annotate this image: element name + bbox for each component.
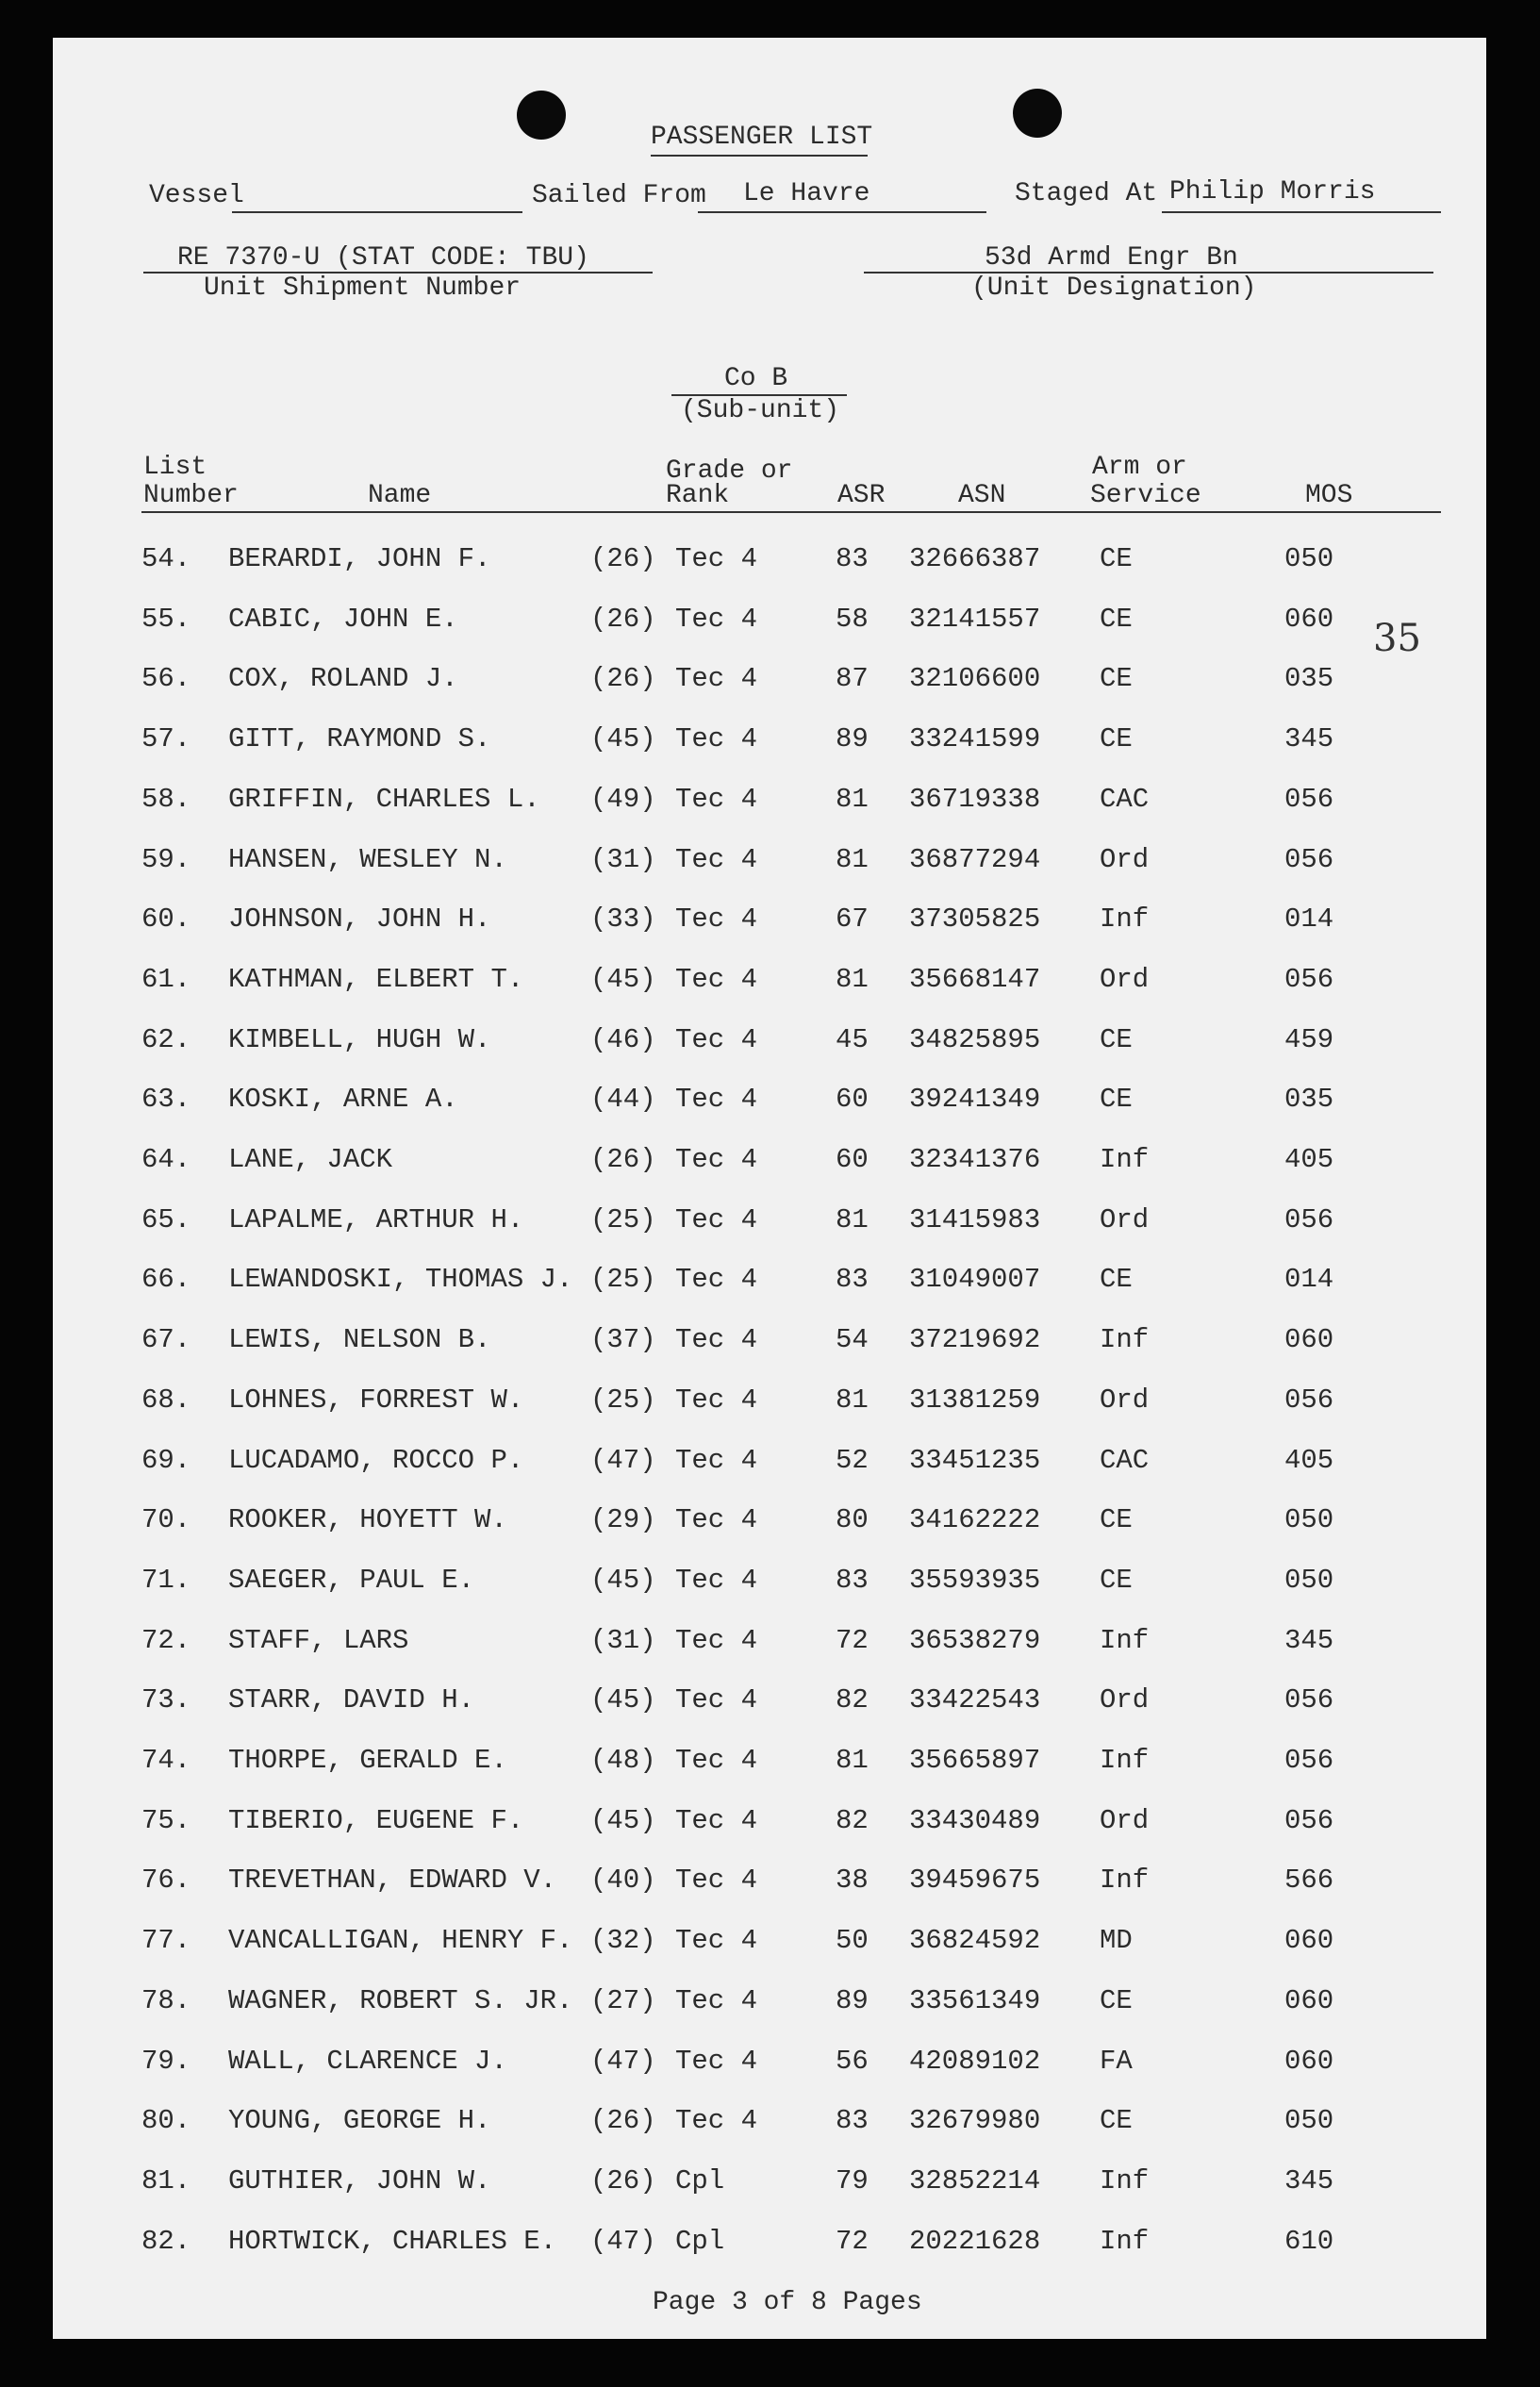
col-header-number: Number bbox=[143, 481, 239, 510]
cell-mos: 610 bbox=[1284, 2226, 1334, 2257]
cell-asr: 80 bbox=[836, 1504, 869, 1535]
cell-mos: 060 bbox=[1284, 604, 1334, 635]
cell-num: 59. bbox=[141, 844, 191, 875]
cell-code: (26) bbox=[590, 1144, 656, 1175]
cell-name: COX, ROLAND J. bbox=[228, 663, 458, 694]
cell-asn: 33451235 bbox=[909, 1445, 1041, 1476]
cell-num: 72. bbox=[141, 1625, 191, 1656]
cell-asn: 36824592 bbox=[909, 1925, 1041, 1956]
cell-asn: 36538279 bbox=[909, 1625, 1041, 1656]
cell-arm: Inf bbox=[1100, 1865, 1150, 1896]
cell-asr: 45 bbox=[836, 1024, 869, 1055]
cell-asn: 32141557 bbox=[909, 604, 1041, 635]
sub-unit-caption: (Sub-unit) bbox=[681, 396, 840, 425]
cell-name: LUCADAMO, ROCCO P. bbox=[228, 1445, 524, 1476]
cell-asn: 35665897 bbox=[909, 1745, 1041, 1776]
cell-asn: 36719338 bbox=[909, 784, 1041, 815]
cell-mos: 056 bbox=[1284, 964, 1334, 995]
cell-asn: 34162222 bbox=[909, 1504, 1041, 1535]
cell-num: 78. bbox=[141, 1985, 191, 2016]
cell-mos: 050 bbox=[1284, 2105, 1334, 2136]
cell-code: (25) bbox=[590, 1264, 656, 1295]
cell-mos: 345 bbox=[1284, 2165, 1334, 2196]
cell-asr: 38 bbox=[836, 1865, 869, 1896]
cell-grade: Tec 4 bbox=[675, 844, 758, 875]
cell-asn: 33430489 bbox=[909, 1805, 1041, 1836]
cell-name: KIMBELL, HUGH W. bbox=[228, 1024, 491, 1055]
cell-asr: 83 bbox=[836, 2105, 869, 2136]
cell-num: 54. bbox=[141, 543, 191, 574]
cell-code: (46) bbox=[590, 1024, 656, 1055]
cell-asr: 79 bbox=[836, 2165, 869, 2196]
cell-code: (31) bbox=[590, 844, 656, 875]
sub-unit-value: Co B bbox=[724, 364, 788, 393]
cell-name: LANE, JACK bbox=[228, 1144, 393, 1175]
sailed-from-value: Le Havre bbox=[743, 179, 870, 208]
col-header-asr: ASR bbox=[837, 481, 886, 510]
cell-mos: 056 bbox=[1284, 1204, 1334, 1235]
col-header-service: Service bbox=[1090, 481, 1201, 510]
staged-at-label: Staged At bbox=[1015, 179, 1158, 208]
cell-name: KATHMAN, ELBERT T. bbox=[228, 964, 524, 995]
cell-arm: CE bbox=[1100, 1264, 1133, 1295]
cell-arm: CE bbox=[1100, 1084, 1133, 1115]
cell-asr: 87 bbox=[836, 663, 869, 694]
cell-mos: 014 bbox=[1284, 1264, 1334, 1295]
cell-num: 75. bbox=[141, 1805, 191, 1836]
cell-asn: 33561349 bbox=[909, 1985, 1041, 2016]
cell-grade: Tec 4 bbox=[675, 1324, 758, 1355]
cell-name: BERARDI, JOHN F. bbox=[228, 543, 491, 574]
cell-num: 66. bbox=[141, 1264, 191, 1295]
cell-asn: 31381259 bbox=[909, 1384, 1041, 1416]
cell-code: (27) bbox=[590, 1985, 656, 2016]
cell-num: 57. bbox=[141, 723, 191, 754]
cell-arm: CE bbox=[1100, 663, 1133, 694]
cell-grade: Tec 4 bbox=[675, 1024, 758, 1055]
cell-mos: 014 bbox=[1284, 903, 1334, 935]
cell-num: 71. bbox=[141, 1565, 191, 1596]
col-header-asn: ASN bbox=[958, 481, 1006, 510]
unit-designation-caption: (Unit Designation) bbox=[971, 274, 1257, 303]
sailed-from-field-line bbox=[698, 211, 986, 213]
cell-name: VANCALLIGAN, HENRY F. bbox=[228, 1925, 573, 1956]
cell-mos: 050 bbox=[1284, 543, 1334, 574]
cell-mos: 405 bbox=[1284, 1445, 1334, 1476]
cell-grade: Tec 4 bbox=[675, 784, 758, 815]
cell-arm: Inf bbox=[1100, 1625, 1150, 1656]
cell-arm: CE bbox=[1100, 723, 1133, 754]
punch-hole-left bbox=[517, 91, 566, 140]
cell-arm: CE bbox=[1100, 543, 1133, 574]
cell-grade: Tec 4 bbox=[675, 1264, 758, 1295]
cell-name: GRIFFIN, CHARLES L. bbox=[228, 784, 540, 815]
cell-arm: CE bbox=[1100, 604, 1133, 635]
cell-num: 60. bbox=[141, 903, 191, 935]
cell-name: GUTHIER, JOHN W. bbox=[228, 2165, 491, 2196]
cell-arm: Inf bbox=[1100, 1144, 1150, 1175]
cell-arm: CE bbox=[1100, 1504, 1133, 1535]
cell-num: 63. bbox=[141, 1084, 191, 1115]
cell-arm: CE bbox=[1100, 1024, 1133, 1055]
cell-num: 81. bbox=[141, 2165, 191, 2196]
cell-code: (26) bbox=[590, 2165, 656, 2196]
cell-num: 76. bbox=[141, 1865, 191, 1896]
staged-at-value: Philip Morris bbox=[1169, 177, 1376, 207]
cell-mos: 345 bbox=[1284, 723, 1334, 754]
cell-name: LAPALME, ARTHUR H. bbox=[228, 1204, 524, 1235]
cell-grade: Tec 4 bbox=[675, 604, 758, 635]
cell-arm: Ord bbox=[1100, 1204, 1150, 1235]
cell-arm: CAC bbox=[1100, 784, 1150, 815]
cell-arm: CE bbox=[1100, 2105, 1133, 2136]
cell-asr: 56 bbox=[836, 2046, 869, 2077]
cell-arm: CE bbox=[1100, 1565, 1133, 1596]
cell-asn: 32679980 bbox=[909, 2105, 1041, 2136]
title-underline bbox=[651, 155, 868, 157]
cell-asn: 35668147 bbox=[909, 964, 1041, 995]
cell-code: (33) bbox=[590, 903, 656, 935]
cell-code: (47) bbox=[590, 2046, 656, 2077]
cell-code: (47) bbox=[590, 2226, 656, 2257]
cell-asn: 31049007 bbox=[909, 1264, 1041, 1295]
cell-grade: Tec 4 bbox=[675, 1745, 758, 1776]
side-page-number: 35 bbox=[1373, 617, 1421, 660]
cell-num: 65. bbox=[141, 1204, 191, 1235]
cell-code: (37) bbox=[590, 1324, 656, 1355]
cell-code: (25) bbox=[590, 1384, 656, 1416]
cell-num: 79. bbox=[141, 2046, 191, 2077]
cell-arm: CAC bbox=[1100, 1445, 1150, 1476]
cell-name: WAGNER, ROBERT S. JR. bbox=[228, 1985, 573, 2016]
cell-num: 62. bbox=[141, 1024, 191, 1055]
cell-mos: 056 bbox=[1284, 1384, 1334, 1416]
cell-asn: 33241599 bbox=[909, 723, 1041, 754]
unit-shipment-number-caption: Unit Shipment Number bbox=[204, 274, 522, 303]
cell-asn: 34825895 bbox=[909, 1024, 1041, 1055]
cell-mos: 056 bbox=[1284, 1684, 1334, 1716]
cell-arm: FA bbox=[1100, 2046, 1133, 2077]
cell-mos: 035 bbox=[1284, 663, 1334, 694]
vessel-label: Vessel bbox=[149, 181, 244, 210]
unit-shipment-number-value: RE 7370-U (STAT CODE: TBU) bbox=[177, 243, 589, 273]
cell-asr: 81 bbox=[836, 1745, 869, 1776]
cell-asr: 81 bbox=[836, 1384, 869, 1416]
cell-arm: Inf bbox=[1100, 2165, 1150, 2196]
cell-name: SAEGER, PAUL E. bbox=[228, 1565, 475, 1596]
cell-mos: 405 bbox=[1284, 1144, 1334, 1175]
cell-asr: 81 bbox=[836, 844, 869, 875]
cell-arm: Ord bbox=[1100, 1384, 1150, 1416]
cell-code: (47) bbox=[590, 1445, 656, 1476]
cell-arm: Ord bbox=[1100, 844, 1150, 875]
cell-mos: 050 bbox=[1284, 1565, 1334, 1596]
cell-grade: Tec 4 bbox=[675, 1144, 758, 1175]
cell-num: 74. bbox=[141, 1745, 191, 1776]
cell-code: (48) bbox=[590, 1745, 656, 1776]
cell-grade: Tec 4 bbox=[675, 1625, 758, 1656]
cell-num: 56. bbox=[141, 663, 191, 694]
cell-asr: 72 bbox=[836, 2226, 869, 2257]
cell-num: 69. bbox=[141, 1445, 191, 1476]
cell-grade: Cpl bbox=[675, 2165, 725, 2196]
cell-grade: Tec 4 bbox=[675, 1204, 758, 1235]
cell-mos: 035 bbox=[1284, 1084, 1334, 1115]
cell-name: LEWIS, NELSON B. bbox=[228, 1324, 491, 1355]
cell-num: 77. bbox=[141, 1925, 191, 1956]
cell-code: (44) bbox=[590, 1084, 656, 1115]
cell-asn: 32666387 bbox=[909, 543, 1041, 574]
cell-grade: Tec 4 bbox=[675, 1445, 758, 1476]
cell-arm: Ord bbox=[1100, 1684, 1150, 1716]
cell-grade: Tec 4 bbox=[675, 2046, 758, 2077]
cell-name: ROOKER, HOYETT W. bbox=[228, 1504, 507, 1535]
cell-asn: 37305825 bbox=[909, 903, 1041, 935]
cell-name: STAFF, LARS bbox=[228, 1625, 409, 1656]
cell-asn: 35593935 bbox=[909, 1565, 1041, 1596]
cell-name: CABIC, JOHN E. bbox=[228, 604, 458, 635]
cell-num: 61. bbox=[141, 964, 191, 995]
cell-num: 80. bbox=[141, 2105, 191, 2136]
header-rule bbox=[141, 511, 1441, 513]
cell-grade: Tec 4 bbox=[675, 1865, 758, 1896]
cell-asn: 42089102 bbox=[909, 2046, 1041, 2077]
cell-name: TREVETHAN, EDWARD V. bbox=[228, 1865, 557, 1896]
cell-grade: Tec 4 bbox=[675, 903, 758, 935]
cell-grade: Tec 4 bbox=[675, 543, 758, 574]
cell-num: 55. bbox=[141, 604, 191, 635]
vessel-field-line bbox=[232, 211, 522, 213]
unit-designation-value: 53d Armd Engr Bn bbox=[985, 243, 1238, 273]
cell-mos: 056 bbox=[1284, 1805, 1334, 1836]
cell-mos: 056 bbox=[1284, 784, 1334, 815]
cell-code: (26) bbox=[590, 543, 656, 574]
cell-mos: 060 bbox=[1284, 1985, 1334, 2016]
staged-at-field-line bbox=[1162, 211, 1441, 213]
cell-arm: Inf bbox=[1100, 1324, 1150, 1355]
cell-code: (45) bbox=[590, 1565, 656, 1596]
cell-name: JOHNSON, JOHN H. bbox=[228, 903, 491, 935]
cell-grade: Tec 4 bbox=[675, 1384, 758, 1416]
cell-arm: Ord bbox=[1100, 964, 1150, 995]
cell-grade: Tec 4 bbox=[675, 1985, 758, 2016]
cell-asn: 33422543 bbox=[909, 1684, 1041, 1716]
punch-hole-right bbox=[1013, 89, 1062, 138]
cell-grade: Tec 4 bbox=[675, 964, 758, 995]
cell-name: LOHNES, FORREST W. bbox=[228, 1384, 524, 1416]
col-header-list: List bbox=[143, 453, 207, 482]
cell-asr: 83 bbox=[836, 1565, 869, 1596]
cell-code: (25) bbox=[590, 1204, 656, 1235]
cell-mos: 050 bbox=[1284, 1504, 1334, 1535]
cell-asr: 72 bbox=[836, 1625, 869, 1656]
cell-name: LEWANDOSKI, THOMAS J. bbox=[228, 1264, 573, 1295]
cell-asn: 39459675 bbox=[909, 1865, 1041, 1896]
sailed-from-label: Sailed From bbox=[532, 181, 706, 210]
cell-mos: 345 bbox=[1284, 1625, 1334, 1656]
cell-asr: 89 bbox=[836, 723, 869, 754]
cell-asr: 67 bbox=[836, 903, 869, 935]
cell-asr: 81 bbox=[836, 784, 869, 815]
cell-asr: 52 bbox=[836, 1445, 869, 1476]
cell-code: (29) bbox=[590, 1504, 656, 1535]
cell-num: 68. bbox=[141, 1384, 191, 1416]
cell-asr: 81 bbox=[836, 964, 869, 995]
cell-mos: 060 bbox=[1284, 2046, 1334, 2077]
page-title: PASSENGER LIST bbox=[651, 123, 873, 152]
passenger-list-sheet bbox=[53, 38, 1486, 2339]
cell-mos: 056 bbox=[1284, 844, 1334, 875]
cell-arm: Inf bbox=[1100, 1745, 1150, 1776]
cell-asr: 60 bbox=[836, 1144, 869, 1175]
cell-mos: 060 bbox=[1284, 1925, 1334, 1956]
col-header-name: Name bbox=[368, 481, 432, 510]
cell-asr: 83 bbox=[836, 543, 869, 574]
cell-grade: Tec 4 bbox=[675, 1565, 758, 1596]
cell-num: 70. bbox=[141, 1504, 191, 1535]
cell-asr: 81 bbox=[836, 1204, 869, 1235]
cell-asn: 32852214 bbox=[909, 2165, 1041, 2196]
cell-grade: Tec 4 bbox=[675, 2105, 758, 2136]
cell-asn: 32341376 bbox=[909, 1144, 1041, 1175]
cell-code: (26) bbox=[590, 2105, 656, 2136]
cell-name: WALL, CLARENCE J. bbox=[228, 2046, 507, 2077]
cell-num: 73. bbox=[141, 1684, 191, 1716]
col-header-rank: Rank bbox=[666, 481, 730, 510]
cell-asn: 37219692 bbox=[909, 1324, 1041, 1355]
cell-code: (26) bbox=[590, 604, 656, 635]
cell-mos: 060 bbox=[1284, 1324, 1334, 1355]
cell-code: (45) bbox=[590, 723, 656, 754]
cell-code: (45) bbox=[590, 1684, 656, 1716]
cell-asn: 36877294 bbox=[909, 844, 1041, 875]
cell-code: (32) bbox=[590, 1925, 656, 1956]
cell-name: KOSKI, ARNE A. bbox=[228, 1084, 458, 1115]
cell-code: (45) bbox=[590, 1805, 656, 1836]
cell-asr: 60 bbox=[836, 1084, 869, 1115]
cell-grade: Tec 4 bbox=[675, 1805, 758, 1836]
cell-arm: Inf bbox=[1100, 2226, 1150, 2257]
cell-grade: Tec 4 bbox=[675, 1925, 758, 1956]
cell-num: 58. bbox=[141, 784, 191, 815]
cell-grade: Tec 4 bbox=[675, 663, 758, 694]
cell-grade: Tec 4 bbox=[675, 1504, 758, 1535]
col-header-arm: Arm or bbox=[1092, 453, 1187, 482]
cell-name: STARR, DAVID H. bbox=[228, 1684, 475, 1716]
col-header-mos: MOS bbox=[1305, 481, 1353, 510]
cell-arm: MD bbox=[1100, 1925, 1133, 1956]
cell-mos: 459 bbox=[1284, 1024, 1334, 1055]
cell-arm: Ord bbox=[1100, 1805, 1150, 1836]
cell-name: YOUNG, GEORGE H. bbox=[228, 2105, 491, 2136]
cell-code: (45) bbox=[590, 964, 656, 995]
cell-asn: 20221628 bbox=[909, 2226, 1041, 2257]
cell-name: GITT, RAYMOND S. bbox=[228, 723, 491, 754]
cell-grade: Tec 4 bbox=[675, 723, 758, 754]
cell-asr: 54 bbox=[836, 1324, 869, 1355]
cell-arm: Inf bbox=[1100, 903, 1150, 935]
cell-asr: 89 bbox=[836, 1985, 869, 2016]
cell-grade: Cpl bbox=[675, 2226, 725, 2257]
cell-code: (49) bbox=[590, 784, 656, 815]
cell-grade: Tec 4 bbox=[675, 1084, 758, 1115]
cell-name: HORTWICK, CHARLES E. bbox=[228, 2226, 557, 2257]
cell-mos: 566 bbox=[1284, 1865, 1334, 1896]
col-header-grade: Grade or bbox=[666, 456, 793, 486]
cell-name: TIBERIO, EUGENE F. bbox=[228, 1805, 524, 1836]
cell-asr: 83 bbox=[836, 1264, 869, 1295]
cell-grade: Tec 4 bbox=[675, 1684, 758, 1716]
cell-code: (31) bbox=[590, 1625, 656, 1656]
cell-num: 64. bbox=[141, 1144, 191, 1175]
cell-arm: CE bbox=[1100, 1985, 1133, 2016]
cell-asr: 82 bbox=[836, 1805, 869, 1836]
cell-asr: 82 bbox=[836, 1684, 869, 1716]
cell-mos: 056 bbox=[1284, 1745, 1334, 1776]
cell-num: 67. bbox=[141, 1324, 191, 1355]
cell-name: HANSEN, WESLEY N. bbox=[228, 844, 507, 875]
cell-num: 82. bbox=[141, 2226, 191, 2257]
cell-code: (26) bbox=[590, 663, 656, 694]
cell-asn: 31415983 bbox=[909, 1204, 1041, 1235]
page-footer: Page 3 of 8 Pages bbox=[653, 2288, 922, 2317]
cell-asn: 32106600 bbox=[909, 663, 1041, 694]
cell-asr: 58 bbox=[836, 604, 869, 635]
cell-asn: 39241349 bbox=[909, 1084, 1041, 1115]
cell-name: THORPE, GERALD E. bbox=[228, 1745, 507, 1776]
cell-asr: 50 bbox=[836, 1925, 869, 1956]
cell-code: (40) bbox=[590, 1865, 656, 1896]
